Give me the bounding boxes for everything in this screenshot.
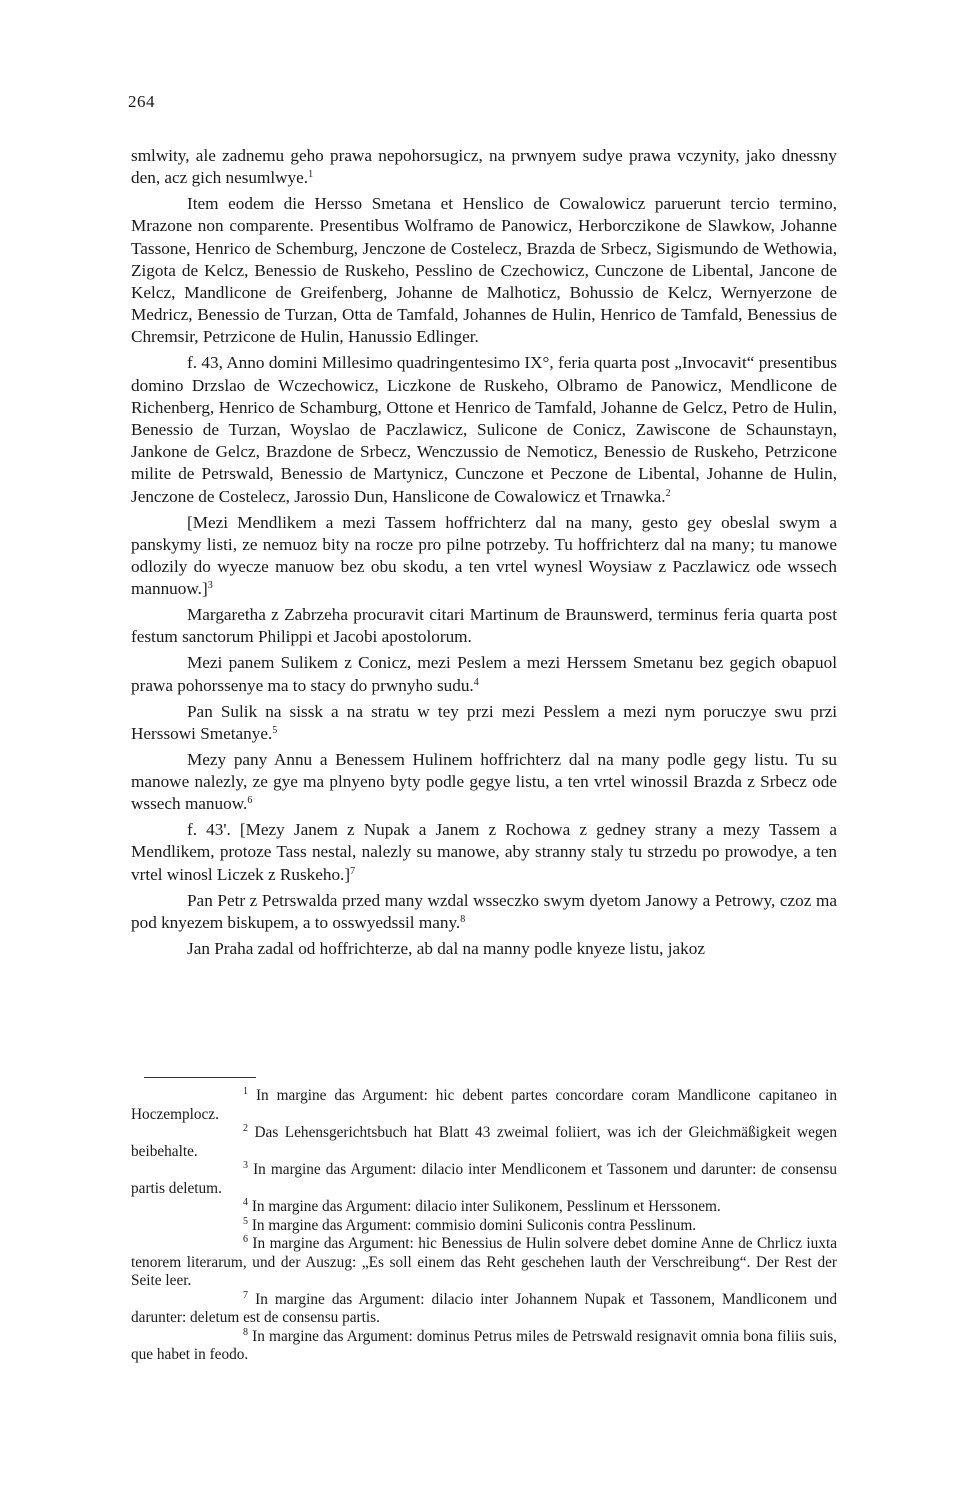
paragraph-text: Mezi panem Sulikem z Conicz, mezi Peslem a mezi Herssem Smetanu bez gegich obapuol prawa pohorssenye ma to stacy do prwnyho sudu.	[131, 653, 837, 695]
footnote: $^7$ In margine das Argument: dilacio inter Johannem Nupak et Tassonem, Mandliconem und darunter: deletum est de consensu partis.	[131, 1289, 838, 1326]
paragraph	[131, 145, 837, 189]
footnote-text: In margine das Argument: hic debent partes concordare coram Mandlicone capitaneo in Hoczemplocz.	[131, 1087, 838, 1123]
paragraph: Item eodem die Hersso Smetana et Henslico de Cowalowicz paruerunt tercio termino, Mrazone non comparente. Presentibus Wolframo de Panowicz, Herborczikone de Slawkow, Johanne Tassone, Henrico de Schemburg, Jenczone de Costelecz, Brazda de Srbecz, Sigismundo de Wethowia, Zigota de Kelcz, Benessio de Ruskeho, Pesslino de Czechowicz, Cunczone de Libental, Jancone de Kelcz, Mandlicone de Greifenberg, Johanne de Malhoticz, Bohussio de Kelcz, Wernyerzone de Medricz, Benessio de Turzan, Otta de Tamfald, Johannes de Hulin, Henrico de Tamfald, Benessius de Chremsir, Petrzicone de Hulin, Hanussio Edlinger.	[131, 194, 837, 347]
paragraph	[131, 819, 837, 886]
footnote-ref: 8	[460, 913, 466, 925]
paragraph: Margaretha z Zabrzeha procuravit citari Martinum de Braunswerd, terminus feria quarta post festum sanctorum Philippi et Jacobi apostolorum.	[131, 605, 837, 647]
footnote-divider	[144, 1077, 256, 1078]
footnotes	[131, 1087, 837, 1365]
footnote-ref: 1	[308, 169, 314, 181]
paragraph-text: Mezy pany Annu a Benessem Hulinem hoffrichterz dal na many podle gegy listu. Tu su manowe nalezly, ze gye ma plnyeno byty podle gegye listu, a ten vrtel winossil Brazda z Srbecz ode wssech manuow.	[131, 749, 837, 814]
paragraph	[131, 890, 837, 934]
paragraph	[131, 352, 837, 507]
footnote-ref: 5	[272, 724, 278, 736]
footnote: $^4$ In margine das Argument: dilacio inter Sulikonem, Pesslinum et Herssonem.	[243, 1197, 721, 1215]
footnote-text: In margine das Argument: dilacio inter Johannem Nupak et Tassonem, Mandliconem und darunter: deletum est de consensu partis.	[131, 1290, 838, 1326]
footnote-text: In margine das Argument: dilacio inter Mendliconem et Tassonem und darunter: de consensu partis deletum.	[131, 1161, 837, 1197]
footnote-ref: 6	[247, 795, 253, 807]
footnote-ref: 7	[350, 865, 356, 877]
paragraph	[131, 701, 837, 745]
footnote: $^5$ In margine das Argument: commisio domini Suliconis contra Pesslinum.	[243, 1215, 697, 1234]
footnote-text: In margine das Argument: dominus Petrus miles de Petrswald resignavit omnia bona filiis suis, que habet in feodo.	[131, 1327, 838, 1363]
paragraph-text: Pan Petr z Petrswalda przed many wzdal wsseczko swym dyetom Janowy a Petrowy, czoz ma pod knyezem biskupem, a to osswyedssil many.	[131, 890, 837, 932]
paragraph	[131, 749, 837, 816]
paragraph: Jan Praha zadal od hoffrichterze, ab dal na manny podle knyeze listu, jakoz	[187, 938, 705, 958]
footnote-text: In margine das Argument: dilacio inter Sulikonem, Pesslinum et Herssonem.	[251, 1198, 721, 1215]
paragraph-text: [Mezi Mendlikem a mezi Tassem hoffrichterz dal na many, gesto gey obeslal swym a panskymy listi, ze nemuoz bity na rocze pro pilne potrzeby. Tu hoffrichterz dal na many; tu manowe odlozily do wyecze manuow bez obu skodu, a ten vrtel wynesl Woysiaw z Paczlawicz ode wssech mannuow.]	[131, 512, 837, 599]
main-text	[131, 145, 837, 964]
paragraph	[131, 652, 837, 696]
paragraph	[131, 512, 837, 601]
footnote: $^1$ In margine das Argument: hic debent partes concordare coram Mandlicone capitaneo in Hoczemplocz.	[131, 1086, 838, 1123]
footnote-ref: 3	[207, 580, 213, 592]
paragraph-text: smlwity, ale zadnemu geho prawa nepohorsugicz, na prwnyem sudye prawa vczynity, jako dnessny den, acz gich nesumlwye.	[131, 146, 837, 188]
page-number: 264	[128, 92, 155, 111]
footnote-ref: 2	[665, 487, 671, 499]
paragraph-text: f. 43, Anno domini Millesimo quadringentesimo IX°, feria quarta post „Invocavit“ presentibus domino Drzslao de Wczechowicz, Liczkone de Ruskeho, Olbramo de Panowicz, Mendlicone de Richenberg, Henrico de Schamburg, Ottone et Henrico de Tamfald, Johanne de Gelcz, Petro de Hulin, Benessio de Turzan, Woyslao de Paczlawicz, Sulicone de Conicz, Zawiscone de Schaunstayn, Jankone de Gelcz, Brazdone de Srbecz, Wenczussio de Nemoticz, Benessio de Ruskeho, Petrzicone milite de Petrswald, Benessio de Martynicz, Cunczone et Peczone de Libental, Johanne de Hulin, Jenczone de Costelecz, Jarossio Dun, Hanslicone de Cowalowicz et Trnawka.	[131, 353, 837, 506]
footnote: $^3$ In margine das Argument: dilacio inter Mendliconem et Tassonem und darunter: de consensu partis deletum.	[131, 1160, 837, 1197]
footnote-text: In margine das Argument: commisio domini Suliconis contra Pesslinum.	[251, 1216, 697, 1234]
footnote: $^2$ Das Lehensgerichtsbuch hat Blatt 43 zweimal foliiert, was ich der Gleichmäßigkeit wegen beibehalte.	[131, 1123, 837, 1160]
paragraph-text: f. 43'. [Mezy Janem z Nupak a Janem z Rochowa z gedney strany a mezy Tassem a Mendlikem, protoze Tass nestal, nalezly su manowe, aby stranny staly tu strzedu po prowodye, a ten vrtel winosl Liczek z Ruskeho.]	[131, 820, 837, 884]
footnote: $^6$ In margine das Argument: hic Benessius de Hulin solvere debet domine Anne de Chrlicz iuxta tenorem literarum, und der Auszug: „Es soll einem das Reht geschehen lauth der Verschreibung“. Der Rest der Seite leer.	[131, 1234, 837, 1289]
footnote: $^8$ In margine das Argument: dominus Petrus miles de Petrswald resignavit omnia bona filiis suis, que habet in feodo.	[131, 1326, 838, 1363]
footnote-text: In margine das Argument: hic Benessius de Hulin solvere debet domine Anne de Chrlicz iuxta tenorem literarum, und der Auszug: „Es soll einem das Reht geschehen lauth der Verschreibung“. Der Rest der Seite leer.	[131, 1235, 837, 1289]
footnote-ref: 4	[473, 676, 479, 688]
paragraph-text: Pan Sulik na sissk a na stratu w tey przi mezi Pesslem a mezi nym poruczye swu przi Herssowi Smetanye.	[131, 701, 837, 743]
footnote-text: Das Lehensgerichtsbuch hat Blatt 43 zweimal foliiert, was ich der Gleichmäßigkeit wegen beibehalte.	[131, 1124, 837, 1160]
